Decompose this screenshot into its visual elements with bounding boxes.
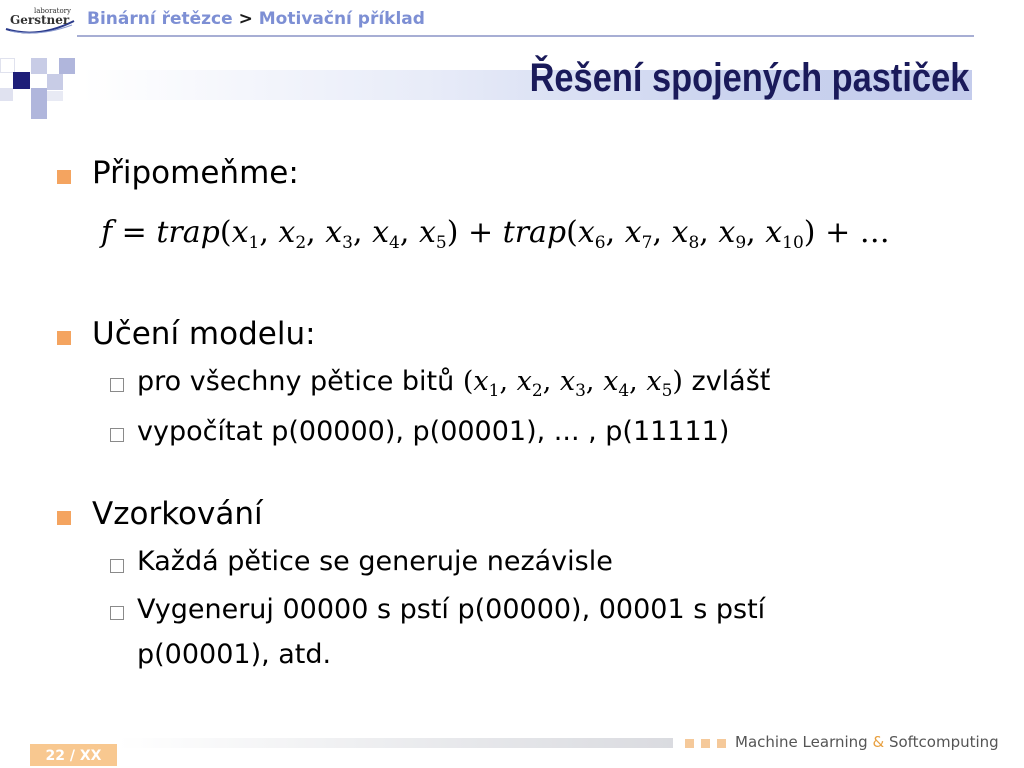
bullet-square [57, 170, 71, 184]
slide-title: Řešení spojených pastiček [529, 56, 969, 100]
sub-bullet-box [110, 378, 124, 392]
breadcrumb-item-motivation[interactable]: Motivační příklad [258, 9, 425, 29]
breadcrumb [87, 9, 425, 29]
sub-bullet-box [110, 559, 124, 573]
section-heading: Vzorkování [92, 496, 263, 532]
formula: $f = trap(x_1$, $x_2$, $x_3$, $x_4$, $x_5$) + $trap(x_6$, $x_7$, $x_8$, $x_9$, $x_{10}$) + … [101, 215, 890, 253]
breadcrumb-separator: > [238, 9, 253, 29]
sub-bullet-text-continued: p(00001), atd. [137, 639, 332, 670]
sub-bullet-text: vypočítat p(00000), p(00001), ... , p(11111) [137, 416, 730, 447]
footer-text: Machine Learning & Softcomputing [735, 733, 999, 751]
bullet-square [57, 511, 71, 525]
breadcrumb-item-binary-strings[interactable]: Binární řetězce [87, 9, 233, 29]
footer-bar [118, 738, 673, 748]
sub-bullet-text: pro všechny pětice bitů ($x_1$, $x_2$, $x_3$, $x_4$, $x_5$) zvlášť [137, 366, 771, 401]
page-number: 22 / XX [30, 744, 117, 766]
footer-square [685, 739, 694, 748]
logo-name-text: Gerstner [10, 13, 70, 27]
bullet-square [57, 331, 71, 345]
gerstner-logo [4, 3, 76, 35]
tuple-formula: ($x_1$, $x_2$, $x_3$, $x_4$, $x_5$) [462, 366, 683, 401]
footer-square [717, 739, 726, 748]
logo-lab-text: laboratory [34, 7, 71, 15]
sub-bullet-text: Každá pětice se generuje nezávisle [137, 546, 613, 577]
sub-bullet-box [110, 606, 124, 620]
sub-bullet-text: Vygeneruj 00000 s pstí p(00000), 00001 s pstí [137, 594, 766, 625]
section-heading: Učení modelu: [92, 316, 316, 352]
header-divider [77, 35, 974, 37]
section-heading: Připomeňme: [92, 155, 299, 191]
footer-square [701, 739, 710, 748]
sub-bullet-box [110, 428, 124, 442]
